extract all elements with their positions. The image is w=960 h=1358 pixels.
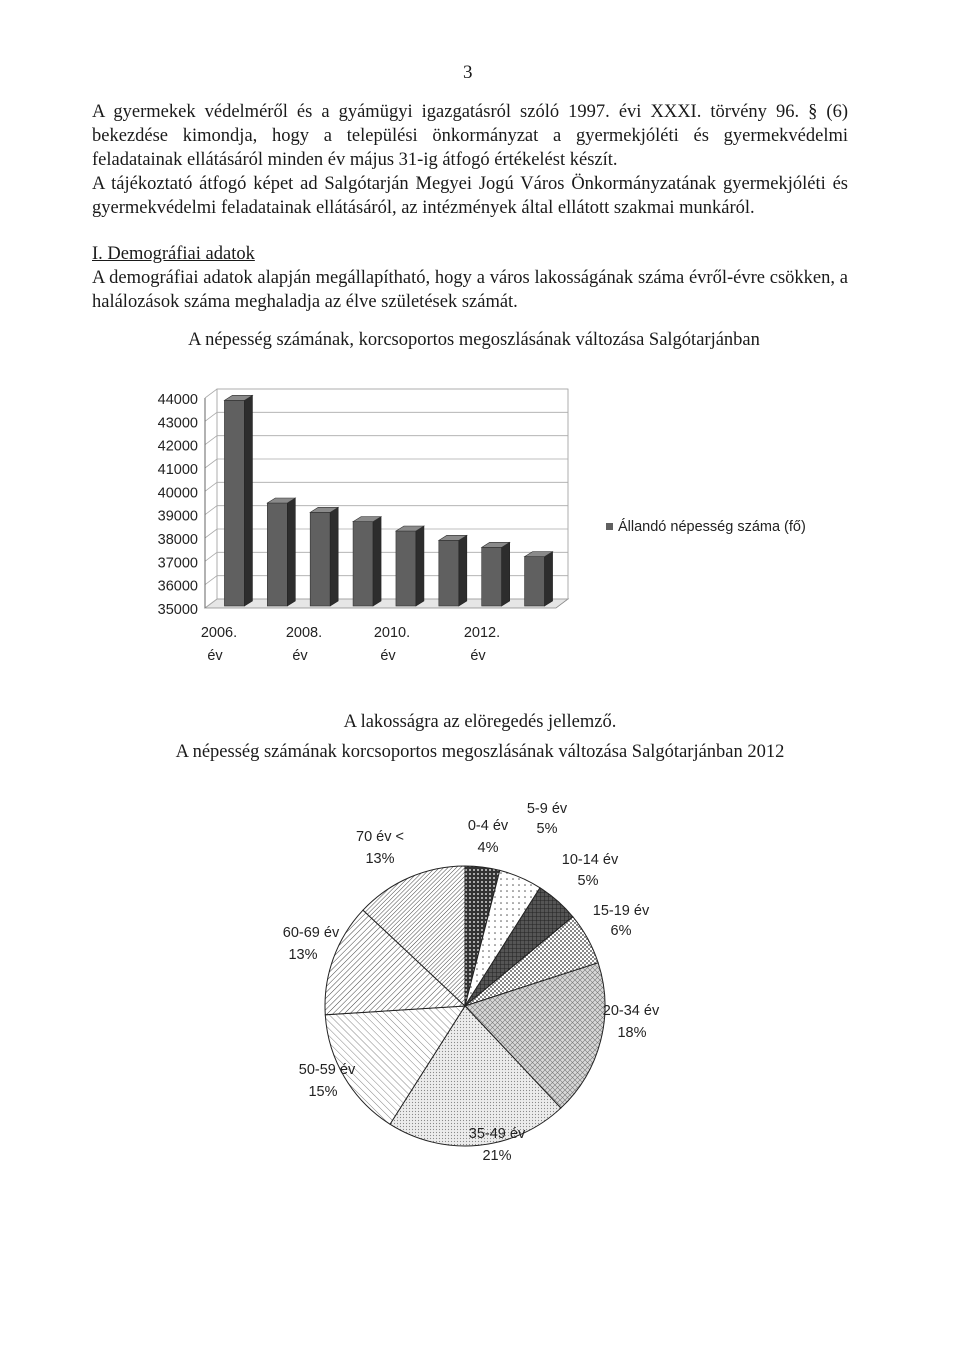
pie-slice-label: 20-34 év	[602, 1003, 660, 1019]
pie-slice-label: 70 év <	[356, 829, 404, 845]
x-tick-unit: év	[292, 648, 308, 664]
y-tick-label: 39000	[157, 508, 198, 525]
chart-floor	[205, 599, 568, 608]
bar-front	[224, 400, 244, 606]
pie-slice-value: 5%	[536, 821, 558, 837]
bar	[525, 552, 553, 606]
x-tick-unit: év	[380, 648, 396, 664]
y-tick-label: 41000	[157, 462, 198, 478]
bar	[353, 517, 381, 606]
pie-chart-caption: A népesség számának korcsoportos megoszlásának változása Salgótarjánban 2012	[175, 742, 785, 762]
bar-side	[287, 498, 295, 606]
y-tick-label: 44000	[157, 392, 198, 408]
section-heading: I. Demográfiai adatok	[92, 244, 255, 264]
x-tick-year: 2006.	[200, 625, 238, 641]
gridline	[205, 576, 568, 585]
pie-slice-value: 18%	[617, 1025, 647, 1041]
pie-slice-value: 13%	[365, 851, 395, 867]
gridline	[205, 459, 568, 468]
y-tick-label: 42000	[157, 438, 198, 455]
pie-slice-value: 5%	[577, 873, 599, 889]
bar-front	[482, 547, 502, 606]
demographics-section	[92, 242, 848, 314]
bar-chart-caption: A népesség számának, korcsoportos megoszlásának változása Salgótarjánban	[188, 330, 760, 350]
bar-side	[545, 552, 553, 606]
legend-swatch	[606, 523, 613, 530]
legend-label: Állandó népesség száma (fő)	[618, 519, 806, 535]
gridline	[205, 436, 568, 445]
x-tick-year: 2010.	[373, 625, 411, 641]
pie-slice-label: 15-19 év	[592, 903, 650, 919]
y-tick-label: 35000	[157, 602, 198, 618]
bar-side	[502, 542, 510, 606]
pie-slice-label: 5-9 év	[526, 801, 568, 817]
overview-paragraph	[92, 172, 848, 220]
section-text: A demográfiai adatok alapján megállapítható, hogy a város lakosságának száma évről-évre csökken, a halálozások száma meghaladja az élve születések számát.	[92, 268, 848, 312]
x-tick-unit: év	[207, 648, 223, 664]
bar-front	[525, 557, 545, 606]
pie-slice-value: 6%	[610, 923, 632, 939]
bar	[439, 535, 467, 606]
bar	[482, 542, 510, 606]
x-tick-unit: év	[470, 648, 486, 664]
x-tick-year: 2012.	[463, 625, 501, 641]
bar-front	[396, 531, 416, 606]
y-tick-label: 37000	[157, 555, 198, 572]
bar-side	[244, 395, 252, 606]
intro-text: A gyermekek védelméről és a gyámügyi igazgatásról szóló 1997. évi XXXI. törvény 96. § (6) bekezdése kimondja, hogy a települési önkormányzat a gyermekjóléti és gyermekvédelmi feladatainak ellátásáról minden év május 31-ig átfogó értékelést készít.	[92, 102, 848, 170]
gridline	[205, 482, 568, 491]
pie-slice-value: 21%	[482, 1148, 512, 1164]
bar-front	[439, 540, 459, 606]
bar-front	[267, 503, 287, 606]
y-tick-label: 43000	[157, 415, 198, 432]
gridline	[205, 412, 568, 421]
y-tick-label: 38000	[157, 532, 198, 548]
bar	[396, 526, 424, 606]
bar-side	[459, 535, 467, 606]
age-group-pie-chart	[0, 790, 960, 1170]
gridline	[205, 529, 568, 538]
pie-slice-label: 35-49 év	[468, 1126, 526, 1142]
y-tick-label: 40000	[157, 485, 198, 502]
bar-front	[353, 522, 373, 606]
population-bar-chart	[0, 370, 960, 670]
overview-text: A tájékoztató átfogó képet ad Salgótarján Megyei Jogú Város Önkormányzatának gyermekjóléti és gyermekvédelmi feladatainak ellátásáról, az intézmények által ellátott szakmai munkáról.	[92, 174, 848, 218]
bar-side	[416, 526, 424, 606]
gridline	[205, 552, 568, 561]
aging-caption: A lakosságra az elöregedés jellemző.	[343, 712, 617, 732]
pie-slice-value: 13%	[288, 947, 318, 963]
chart-legend	[606, 518, 806, 535]
pie-slice-label: 0-4 év	[467, 818, 509, 834]
pie-slice-label: 50-59 év	[298, 1062, 356, 1078]
bar-side	[373, 517, 381, 606]
bar-front	[310, 512, 330, 606]
bar	[224, 395, 252, 606]
pie-slice-label: 10-14 év	[561, 852, 619, 868]
y-tick-label: 36000	[157, 578, 198, 595]
gridline	[205, 389, 568, 398]
pie-slice-label: 60-69 év	[282, 925, 340, 941]
gridline	[205, 506, 568, 515]
bar	[267, 498, 295, 606]
bar-side	[330, 507, 338, 606]
page-number: 3	[463, 62, 473, 83]
pie-slice-value: 15%	[308, 1084, 338, 1100]
pie-slice-value: 4%	[477, 840, 499, 856]
intro-paragraph	[92, 100, 848, 172]
x-tick-year: 2008.	[285, 625, 323, 641]
bar	[310, 507, 338, 606]
